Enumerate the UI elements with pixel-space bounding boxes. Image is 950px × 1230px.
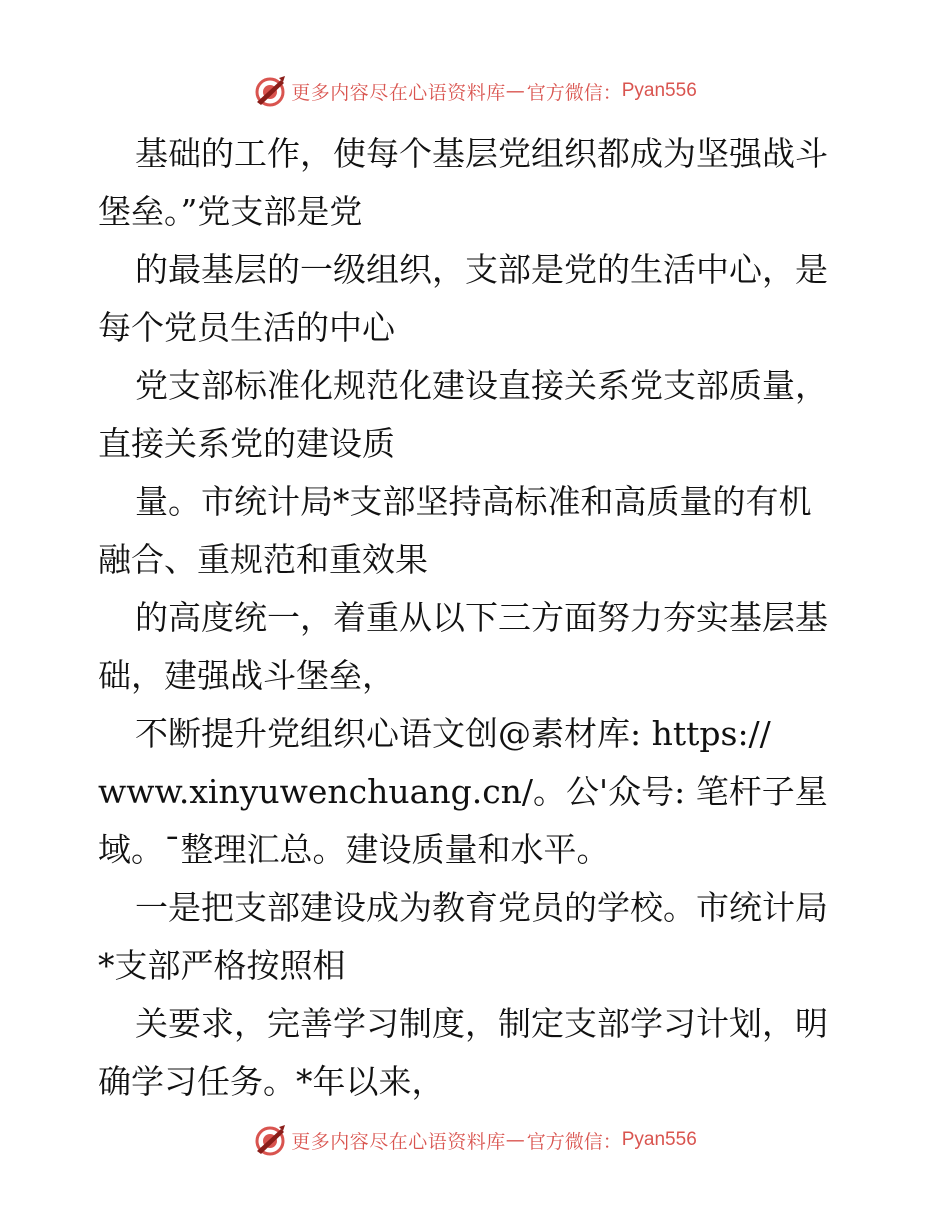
text-line-with-link: 不断提升党组织心语文创@素材库: https:// <box>135 714 771 753</box>
pen-logo-icon <box>253 74 287 108</box>
banner-wechat-id: Pyan556 <box>621 1129 697 1150</box>
banner-wechat-label: 官方微信： <box>526 81 622 104</box>
text-line: 的高度统一，着重从以下三方面努力夯实基层基 <box>135 598 828 637</box>
banner-dash: — <box>505 1129 525 1151</box>
text-line: 域。¯整理汇总。建设质量和水平。 <box>98 830 610 869</box>
banner-main-text: 更多内容尽在心语资料库 <box>291 81 506 104</box>
text-line: 础，建强战斗堡垒， <box>98 656 395 695</box>
banner-wechat-label: 官方微信： <box>526 1130 622 1153</box>
header-banner <box>0 71 950 111</box>
footer-banner <box>0 1120 950 1160</box>
text-line: 基础的工作，使每个基层党组织都成为坚强战斗 <box>135 134 828 173</box>
text-line-with-link: www.xinyuwenchuang.cn/。公'众号: 笔杆子星 <box>98 772 828 811</box>
banner-dash: — <box>505 80 525 102</box>
text-line: 融合、重规范和重效果 <box>98 540 428 579</box>
text-line: *支部严格按照相 <box>98 946 346 985</box>
text-line: 每个党员生活的中心 <box>98 308 395 347</box>
text-line: 量。市统计局*支部坚持高标准和高质量的有机 <box>135 482 812 521</box>
text-line: 堡垒。”党支部是党 <box>98 192 363 231</box>
text-line: 直接关系党的建设质 <box>98 424 395 463</box>
text-line: 党支部标准化规范化建设直接关系党支部质量， <box>135 366 828 405</box>
banner-main-text: 更多内容尽在心语资料库 <box>291 1130 506 1153</box>
document-body <box>98 125 868 1111</box>
text-line: 确学习任务。*年以来， <box>98 1062 445 1101</box>
text-line: 一是把支部建设成为教育党员的学校。市统计局 <box>135 888 828 927</box>
text-line: 的最基层的一级组织，支部是党的生活中心，是 <box>135 250 828 289</box>
banner-wechat-id: Pyan556 <box>621 80 697 101</box>
text-line: 关要求，完善学习制度，制定支部学习计划，明 <box>135 1004 828 1043</box>
pen-logo-icon <box>253 1123 287 1157</box>
